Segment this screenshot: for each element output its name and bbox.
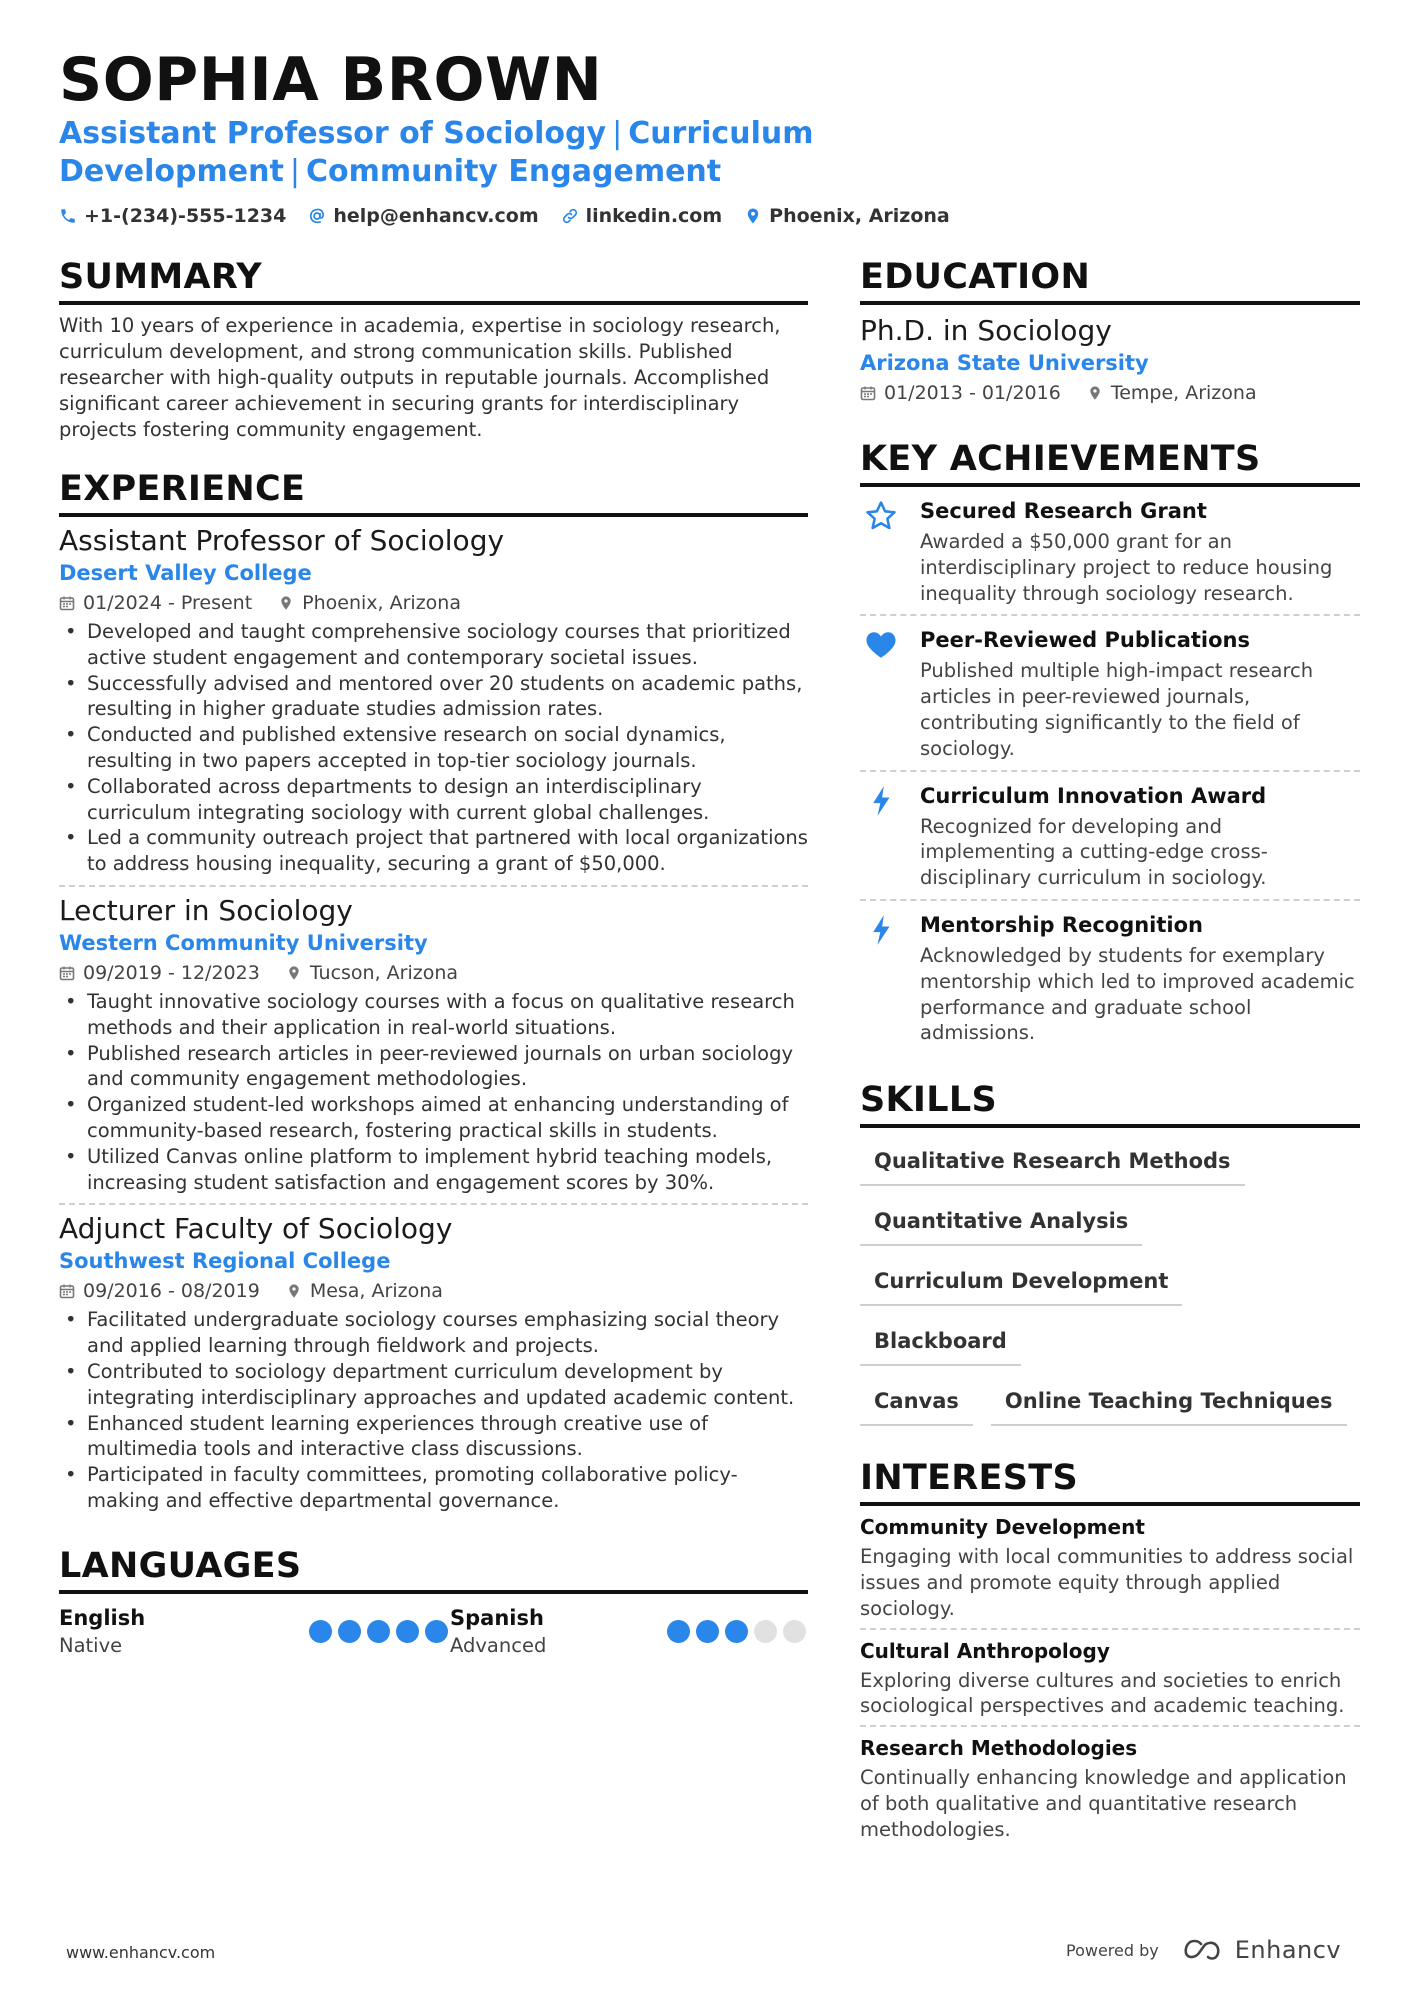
company-name[interactable]: Southwest Regional College: [59, 1249, 391, 1274]
languages-section: [59, 1544, 808, 1659]
skill-tag: Canvas: [860, 1376, 973, 1426]
job-location: [286, 959, 458, 987]
left-column: [59, 255, 808, 1659]
link-icon: [561, 207, 579, 225]
contact-email[interactable]: [308, 205, 538, 227]
skill-tag: Qualitative Research Methods: [860, 1136, 1245, 1186]
location-pin-icon: [286, 965, 302, 981]
contact-linkedin[interactable]: [561, 205, 723, 227]
calendar-icon: [59, 595, 75, 611]
interest-desc: Continually enhancing knowledge and application of both qualitative and quantitative research methodologies.: [860, 1766, 1347, 1841]
achievement-title: Secured Research Grant: [920, 499, 1207, 523]
location-pin-icon: [278, 595, 294, 611]
star-icon: [864, 499, 898, 533]
location-pin-icon: [1087, 385, 1103, 401]
email-text: help@enhancv.com: [333, 205, 539, 227]
job-location-text: Phoenix, Arizona: [302, 592, 461, 614]
language-name: English: [59, 1605, 146, 1630]
bullet-item: • Led a community outreach project that partnered with local organizations to address housing inequality, securing a grant of $50,000.: [59, 825, 808, 877]
achievement-desc: Awarded a $50,000 grant for an interdisciplinary project to reduce housing inequality through sociology research.: [920, 530, 1333, 605]
interest-title: Cultural Anthropology: [860, 1638, 1110, 1663]
education-meta: [860, 379, 1360, 407]
bullet-item: • Conducted and published extensive research on social dynamics, resulting in two papers accepted in top-tier sociology journals.: [59, 722, 808, 774]
footer-website[interactable]: www.enhancv.com: [66, 1943, 216, 1962]
interest-title: Research Methodologies: [860, 1736, 1138, 1761]
bullet-item: • Utilized Canvas online platform to implement hybrid teaching models, increasing student satisfaction and engagement scores by 30%.: [59, 1144, 808, 1196]
bullet-item: • Organized student-led workshops aimed at enhancing understanding of community-based research, fostering practical skills in students.: [59, 1092, 808, 1144]
headline-part: Curriculum Development: [59, 116, 814, 189]
location-text: Phoenix, Arizona: [769, 205, 950, 227]
job-meta: [59, 959, 808, 987]
interests-section: [860, 1456, 1360, 1848]
section-title: EXPERIENCE: [59, 467, 808, 517]
skill-tag: Online Teaching Techniques: [991, 1376, 1347, 1426]
proficiency-dot: [696, 1620, 719, 1643]
education-dates: [860, 379, 1061, 407]
job-dates-text: 09/2019 - 12/2023: [83, 961, 260, 984]
job-entry: [59, 523, 808, 887]
achievement-item: [860, 616, 1360, 771]
right-column: [860, 255, 1360, 1849]
job-entry: [59, 893, 808, 1205]
achievement-icon-wrap: [860, 497, 902, 606]
achievement-title: Mentorship Recognition: [920, 912, 1203, 937]
skill-tag: Blackboard: [860, 1316, 1021, 1366]
language-name: Spanish: [450, 1605, 544, 1630]
language-item: [450, 1604, 808, 1659]
skill-list: [860, 1136, 1360, 1436]
job-meta: [59, 1277, 808, 1305]
language-item: [59, 1604, 450, 1659]
interest-item: [860, 1630, 1360, 1728]
section-title: SKILLS: [860, 1078, 1360, 1128]
language-level: Advanced: [450, 1633, 547, 1657]
job-meta: [59, 589, 808, 617]
interest-item: [860, 1506, 1360, 1629]
calendar-icon: [59, 1283, 75, 1299]
job-bullets: [59, 989, 808, 1195]
candidate-name: SOPHIA BROWN: [59, 45, 603, 115]
enhancv-logo-icon: [1181, 1938, 1227, 1962]
proficiency-dots: [667, 1620, 806, 1659]
section-title: INTERESTS: [860, 1456, 1360, 1506]
experience-section: [59, 467, 808, 1522]
achievement-item: [860, 772, 1360, 901]
job-location-text: Tucson, Arizona: [309, 961, 459, 984]
bullet-item: • Taught innovative sociology courses with a focus on qualitative research methods and their application in real-world situations.: [59, 989, 808, 1041]
skill-tag: Curriculum Development: [860, 1256, 1182, 1306]
interest-title: Community Development: [860, 1515, 1145, 1540]
education-section: [860, 255, 1360, 407]
achievement-title: Peer-Reviewed Publications: [920, 628, 1250, 653]
location-pin-icon: [286, 1283, 302, 1299]
achievement-icon-wrap: [860, 626, 902, 761]
phone-icon: [59, 207, 77, 225]
proficiency-dot: [667, 1620, 690, 1643]
job-title: Lecturer in Sociology: [59, 893, 353, 927]
section-title: SUMMARY: [59, 255, 808, 305]
section-title: KEY ACHIEVEMENTS: [860, 437, 1360, 487]
proficiency-dot: [396, 1620, 419, 1643]
bullet-item: • Facilitated undergraduate sociology courses emphasizing social theory and applied learning through fieldwork and projects.: [59, 1307, 808, 1359]
bullet-item: • Collaborated across departments to design an interdisciplinary curriculum integrating sociology with current global challenges.: [59, 774, 808, 826]
language-list: [59, 1604, 808, 1659]
bullet-item: • Published research articles in peer-reviewed journals on urban sociology and community engagement methodologies.: [59, 1041, 808, 1093]
achievement-desc: Acknowledged by students for exemplary mentorship which led to improved academic performance and graduate school admissions.: [920, 943, 1355, 1045]
contact-phone[interactable]: [59, 205, 286, 227]
job-dates-text: 01/2024 - Present: [83, 592, 253, 614]
company-name[interactable]: Western Community University: [59, 930, 428, 955]
achievement-item: [860, 901, 1360, 1054]
bullet-item: • Participated in faculty committees, promoting collaborative policy-making and effective departmental governance.: [59, 1462, 808, 1514]
education-location-text: Tempe, Arizona: [1110, 382, 1257, 404]
section-title: EDUCATION: [860, 255, 1360, 305]
summary-text: With 10 years of experience in academia, expertise in sociology research, curriculum development, and strong communication skills. Published researcher with high-quality outputs in reputable journals. Accomplished significant career achievement in securing grants for interdisciplinary projects fostering community engagement.: [59, 314, 781, 441]
job-bullets: [59, 619, 808, 877]
job-bullets: [59, 1307, 808, 1513]
achievement-title: Curriculum Innovation Award: [920, 783, 1267, 808]
skill-tag: Quantitative Analysis: [860, 1196, 1142, 1246]
at-icon: [308, 207, 326, 225]
achievement-desc: Recognized for developing and implementing a cutting-edge cross-disciplinary curriculum in sociology.: [920, 814, 1268, 890]
job-location-text: Mesa, Arizona: [309, 1280, 443, 1303]
achievement-icon-wrap: [860, 911, 902, 1046]
job-title: Adjunct Faculty of Sociology: [59, 1212, 453, 1246]
section-title: LANGUAGES: [59, 1544, 808, 1594]
bullet-item: • Contributed to sociology department curriculum development by integrating interdisciplinary approaches and updated academic content.: [59, 1359, 808, 1411]
job-dates: [59, 589, 252, 617]
bullet-item: • Enhanced student learning experiences through creative use of multimedia tools and interactive class discussions.: [59, 1411, 808, 1463]
job-entry: [59, 1211, 808, 1521]
phone-text: +1-(234)-555-1234: [84, 205, 287, 227]
job-location: [278, 589, 461, 617]
headline: [59, 115, 1199, 191]
lightning-icon: [864, 784, 898, 818]
achievement-item: [860, 487, 1360, 616]
linkedin-text: linkedin.com: [585, 205, 723, 227]
headline-separator: |: [612, 116, 623, 151]
headline-part: Assistant Professor of Sociology: [59, 116, 607, 151]
headline-separator: |: [289, 154, 300, 189]
headline-part: Community Engagement: [305, 154, 722, 189]
proficiency-dot: [725, 1620, 748, 1643]
proficiency-dot: [367, 1620, 390, 1643]
degree-title: Ph.D. in Sociology: [860, 314, 1112, 347]
school-name[interactable]: Arizona State University: [860, 351, 1149, 375]
proficiency-dot: [425, 1620, 448, 1643]
proficiency-dots: [309, 1620, 448, 1659]
interest-desc: Exploring diverse cultures and societies to enrich sociological perspectives and academic teaching.: [860, 1668, 1345, 1718]
job-dates: [59, 959, 260, 987]
interest-desc: Engaging with local communities to address social issues and promote equity through applied sociology.: [860, 1545, 1354, 1620]
achievement-desc: Published multiple high-impact research articles in peer-reviewed journals, contributing significantly to the field of sociology.: [920, 659, 1314, 760]
summary-section: [59, 255, 808, 443]
contact-location: [744, 205, 950, 227]
job-dates-text: 09/2016 - 08/2019: [83, 1280, 260, 1303]
language-level: Native: [59, 1633, 123, 1657]
education-location: [1087, 379, 1257, 407]
job-title: Assistant Professor of Sociology: [59, 524, 505, 557]
job-location: [286, 1277, 443, 1305]
powered-by-text: Powered by: [1066, 1940, 1159, 1960]
brand-name: Enhancv: [1234, 1936, 1342, 1964]
company-name[interactable]: Desert Valley College: [59, 561, 312, 585]
calendar-icon: [59, 965, 75, 981]
heart-icon: [864, 628, 898, 662]
location-pin-icon: [744, 207, 762, 225]
education-dates-text: 01/2013 - 01/2016: [884, 382, 1061, 404]
lightning-icon: [864, 913, 898, 947]
bullet-item: • Developed and taught comprehensive sociology courses that prioritized active student engagement and contemporary societal issues.: [59, 619, 808, 671]
calendar-icon: [860, 385, 876, 401]
proficiency-dot: [309, 1620, 332, 1643]
bullet-item: • Successfully advised and mentored over 20 students on academic paths, resulting in higher graduate studies admission rates.: [59, 671, 808, 723]
enhancv-logo[interactable]: [1181, 1936, 1341, 1964]
skills-section: [860, 1078, 1360, 1436]
job-dates: [59, 1277, 260, 1305]
contact-bar: [59, 205, 950, 227]
achievements-section: [860, 437, 1360, 1054]
proficiency-dot: [754, 1620, 777, 1643]
interest-item: [860, 1727, 1360, 1848]
proficiency-dot: [338, 1620, 361, 1643]
footer-branding: [1066, 1936, 1341, 1964]
proficiency-dot: [783, 1620, 806, 1643]
achievement-icon-wrap: [860, 782, 902, 891]
